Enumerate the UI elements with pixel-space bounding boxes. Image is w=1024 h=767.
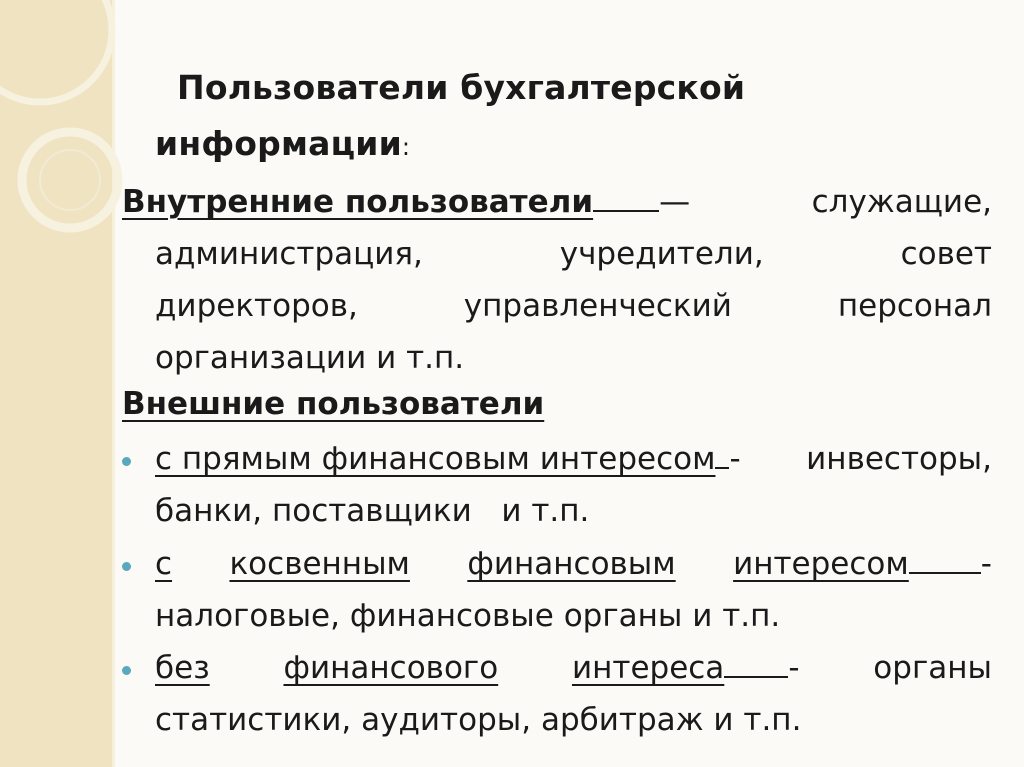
slide-title xyxy=(155,60,935,175)
internal-label-underline xyxy=(593,180,659,212)
title-colon: : xyxy=(401,133,411,161)
external-item-none-word-1: без xyxy=(155,650,210,686)
external-item-indirect-line-1 xyxy=(155,538,992,590)
external-item-none-line-2 xyxy=(155,694,992,746)
external-item-indirect-underline xyxy=(909,542,981,574)
internal-row4-text: организации и т.п. xyxy=(155,340,465,376)
internal-label-text: Внутренние пользователи xyxy=(122,184,594,220)
internal-dash: — xyxy=(659,184,691,220)
title-line-2 xyxy=(155,116,935,175)
external-item-direct-label-group xyxy=(155,433,741,485)
external-item-direct-dash: - xyxy=(729,441,741,477)
external-item-direct-rest: инвесторы, xyxy=(806,441,992,477)
internal-row3-word-3: персонал xyxy=(837,288,992,324)
internal-row2-word-1: администрация, xyxy=(155,236,423,272)
external-item-indirect-line-2 xyxy=(155,590,992,642)
external-item-none-line2-text: статистики, аудиторы, арбитраж и т.п. xyxy=(155,702,802,738)
internal-row-4 xyxy=(122,332,992,384)
external-item-none-rest: органы xyxy=(873,650,992,686)
internal-label xyxy=(122,176,690,228)
external-item-direct-label: с прямым финансовым интересом xyxy=(155,441,716,477)
title-line-2-text: информации xyxy=(155,124,402,163)
external-item-direct-underline xyxy=(715,437,729,469)
external-item-indirect xyxy=(122,538,992,642)
external-item-none-underline xyxy=(724,646,788,678)
internal-row-2 xyxy=(122,228,992,280)
internal-row-3 xyxy=(122,280,992,332)
internal-row3-word-2: управленческий xyxy=(463,288,732,324)
external-item-indirect-word-1: с xyxy=(155,546,173,582)
external-item-none-line-1 xyxy=(155,642,992,694)
external-item-direct xyxy=(122,433,992,537)
external-item-indirect-dash: - xyxy=(980,546,992,582)
external-item-indirect-word-4: интересом xyxy=(733,546,909,582)
external-item-direct-line-2 xyxy=(155,485,992,537)
internal-row2-word-2: учредители, xyxy=(559,236,764,272)
title-line-1: Пользователи бухгалтерской xyxy=(177,68,746,107)
bullet-icon xyxy=(122,562,131,571)
external-item-none-dash: - xyxy=(788,650,800,686)
bullet-icon xyxy=(122,457,131,466)
external-item-direct-line-1 xyxy=(155,433,992,485)
external-item-indirect-word-4-group xyxy=(733,538,992,590)
external-item-none xyxy=(122,642,992,746)
external-item-indirect-text xyxy=(155,538,992,642)
internal-row-1 xyxy=(122,176,992,228)
external-users-heading: Внешние пользователи xyxy=(122,386,545,422)
internal-users-paragraph xyxy=(122,176,992,384)
external-item-direct-line2-text: банки, поставщики и т.п. xyxy=(155,493,590,529)
external-item-indirect-word-2: косвенным xyxy=(229,546,410,582)
external-item-indirect-word-3: финансовым xyxy=(467,546,676,582)
external-item-none-text xyxy=(155,642,992,746)
internal-row1-end: служащие, xyxy=(811,184,992,220)
external-item-none-word-3-group xyxy=(572,642,800,694)
external-item-none-word-3: интереса xyxy=(571,650,725,686)
internal-row2-word-3: совет xyxy=(900,236,992,272)
internal-row3-word-1: директоров, xyxy=(155,288,358,324)
external-item-none-word-2: финансового xyxy=(283,650,499,686)
external-item-indirect-line2-text: налоговые, финансовые органы и т.п. xyxy=(155,598,781,634)
external-item-direct-text xyxy=(155,433,992,537)
bullet-icon xyxy=(122,666,131,675)
